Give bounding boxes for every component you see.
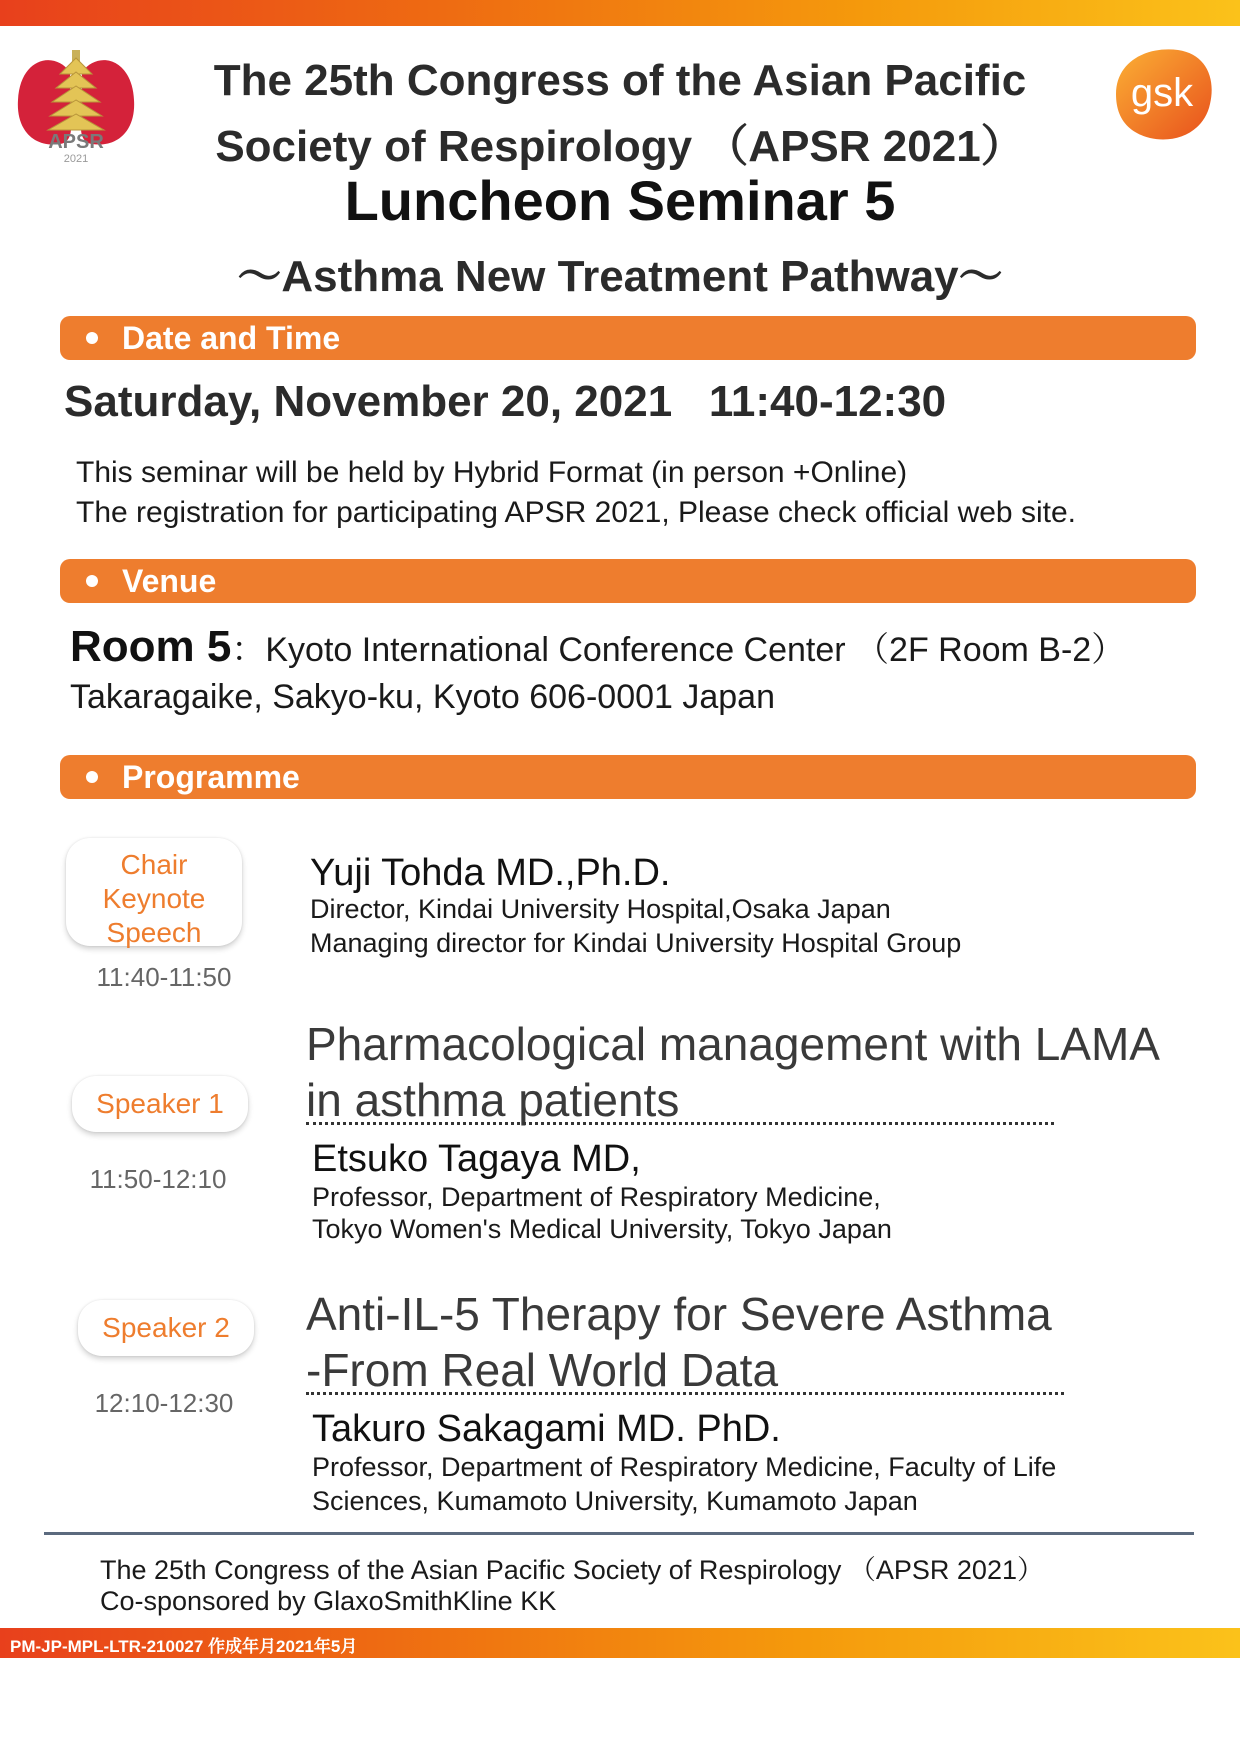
venue-line bbox=[70, 622, 1125, 672]
footer-congress: The 25th Congress of the Asian Pacific Society of Respirology （APSR 2021） bbox=[100, 1555, 1044, 1585]
speaker2-name: Takuro Sakagami MD. PhD. bbox=[312, 1408, 781, 1450]
format-note: This seminar will be held by Hybrid Format (in person +Online) bbox=[76, 456, 908, 489]
event-time: 11:40-12:30 bbox=[708, 377, 947, 426]
registration-note: The registration for participating APSR 2021, Please check official web site. bbox=[76, 496, 1076, 529]
document-code: PM-JP-MPL-LTR-210027 作成年月2021年5月 bbox=[10, 1637, 358, 1656]
section-label-programme: Programme bbox=[122, 758, 300, 795]
top-gradient-bar bbox=[0, 0, 1240, 26]
speaker2-affiliation: Sciences, Kumamoto University, Kumamoto Japan bbox=[312, 1486, 918, 1516]
speaker2-time: 12:10-12:30 bbox=[94, 1388, 234, 1418]
speaker2-talk-title bbox=[306, 1286, 1186, 1398]
footer-divider bbox=[44, 1532, 1194, 1535]
congress-title-line1: The 25th Congress of the Asian Pacific bbox=[213, 56, 1027, 105]
dotted-divider bbox=[306, 1392, 1064, 1395]
talk-title-line: in asthma patients bbox=[306, 1074, 680, 1126]
venue-place: Kyoto International Conference Center （2F Room B-2） bbox=[265, 631, 1126, 669]
section-bar-date bbox=[60, 316, 1196, 360]
venue-room: Room 5 bbox=[70, 622, 232, 671]
talk-title-line: Anti-IL-5 Therapy for Severe Asthma bbox=[306, 1288, 1052, 1340]
speaker2-affiliation: Professor, Department of Respiratory Medicine, Faculty of Life bbox=[312, 1452, 1057, 1482]
speaker1-role-badge: Speaker 1 bbox=[72, 1076, 248, 1132]
speaker1-affiliation: Tokyo Women's Medical University, Tokyo Japan bbox=[312, 1214, 892, 1244]
chair-role-line: Speech bbox=[106, 917, 202, 948]
chair-role-line: Keynote bbox=[102, 883, 206, 914]
chair-role-line: Chair bbox=[120, 849, 188, 880]
speaker2-role-badge: Speaker 2 bbox=[78, 1300, 254, 1356]
apsr-logo-text: APSR bbox=[48, 131, 104, 153]
chair-name: Yuji Tohda MD.,Ph.D. bbox=[310, 852, 671, 894]
bullet-icon bbox=[86, 332, 98, 344]
gsk-logo-text: gsk bbox=[1130, 71, 1194, 115]
speaker1-time: 11:50-12:10 bbox=[89, 1164, 227, 1194]
talk-title-line: -From Real World Data bbox=[306, 1344, 779, 1396]
chair-role-badge bbox=[66, 838, 242, 946]
talk-title-line: Pharmacological management with LAMA bbox=[306, 1018, 1160, 1070]
section-label-venue: Venue bbox=[122, 562, 217, 599]
speaker1-affiliation: Professor, Department of Respiratory Medicine, bbox=[312, 1182, 881, 1212]
venue-address: Takaragaike, Sakyo-ku, Kyoto 606-0001 Japan bbox=[70, 678, 776, 716]
dotted-divider bbox=[306, 1122, 1054, 1125]
chair-time: 11:40-11:50 bbox=[96, 962, 232, 992]
section-label-date: Date and Time bbox=[122, 319, 341, 356]
speaker1-talk-title bbox=[306, 1016, 1186, 1128]
chair-affiliation: Director, Kindai University Hospital,Osaka Japan bbox=[310, 894, 891, 924]
congress-title-line2: Society of Respirology （APSR 2021） bbox=[215, 122, 1025, 171]
speaker1-name: Etsuko Tagaya MD, bbox=[312, 1138, 641, 1180]
seminar-title: Luncheon Seminar 5 bbox=[344, 169, 896, 232]
chair-affiliation: Managing director for Kindai University Hospital Group bbox=[310, 928, 962, 958]
venue-separator: ： bbox=[231, 631, 266, 669]
section-bar-venue bbox=[60, 559, 1196, 603]
bullet-icon bbox=[86, 771, 98, 783]
apsr-logo-year: 2021 bbox=[63, 153, 89, 165]
date-time-line bbox=[64, 377, 946, 427]
footer-sponsor: Co-sponsored by GlaxoSmithKline KK bbox=[100, 1586, 557, 1616]
section-bar-programme bbox=[60, 755, 1196, 799]
seminar-theme: ～Asthma New Treatment Pathway～ bbox=[237, 252, 1003, 301]
event-date: Saturday, November 20, 2021 bbox=[64, 377, 673, 426]
bullet-icon bbox=[86, 575, 98, 587]
